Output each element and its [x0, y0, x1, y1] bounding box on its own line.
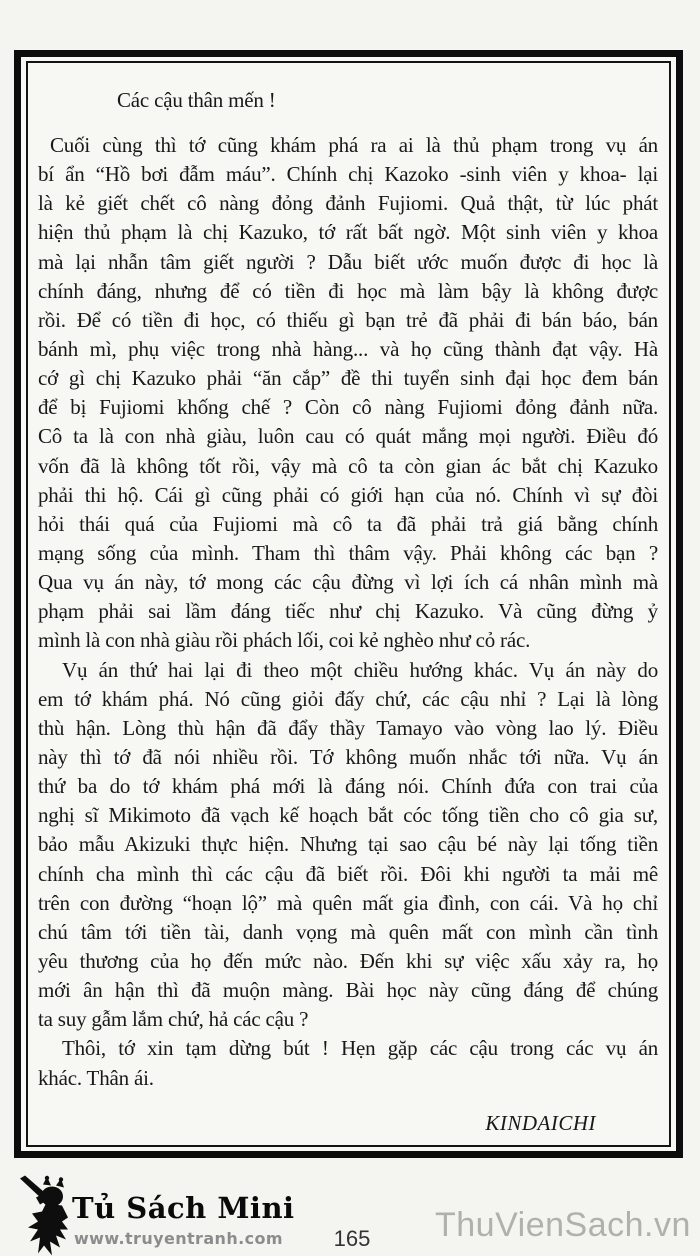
- letter-line: phải thi hộ. Cái gì cũng phải có giới hạn của nó. Chính vì sự đòi: [38, 482, 658, 507]
- letter-line: phạm phải sai lầm đáng tiếc như chị Kazuko. Và cũng đừng ỷ: [38, 599, 658, 624]
- letter-line: ta suy gẫm lắm chứ, hả các cậu ?: [38, 1007, 309, 1032]
- letter-line: hiện thủ phạm là chị Kazuko, tớ rất bất ngờ. Một sinh viên y khoa: [38, 220, 658, 245]
- letter-line: yêu thương của họ đến mức nào. Đến khi sự việc xấu xảy ra, họ: [38, 948, 658, 973]
- letter-paragraph: [38, 656, 658, 1035]
- letter-line: là kẻ giết chết cô nàng đỏng đảnh Fujiomi. Quả thật, từ lúc phát: [38, 191, 658, 216]
- letter-line: mạng sống của mình. Tham thì thâm vậy. Phải không các bạn ?: [38, 540, 658, 565]
- letter-line: em tớ khám phá. Nó cũng giỏi đấy chứ, các cậu nhỉ ? Lại là lòng: [38, 686, 658, 711]
- letter-line: này thì tớ đã nói nhiều rồi. Tớ không muốn nhắc tới nữa. Vụ án: [38, 744, 658, 769]
- letter-line: Thôi, tớ xin tạm dừng bút ! Hẹn gặp các cậu trong các vụ án: [62, 1036, 658, 1061]
- letter-line: thứ ba do tớ khám phá mới là đáng nói. Chính đứa con trai của: [38, 774, 658, 799]
- letter-line: hỏi thái quá của Fujiomi mà cô ta đã phải trả giá bằng chính: [38, 511, 658, 536]
- letter-paragraph: [38, 131, 658, 656]
- letter-line: chú tâm tới tiền tài, danh vọng mà quên mất con mình cần tình: [38, 919, 658, 944]
- watermark-thuviensach: ThuVienSach.vn: [435, 1206, 691, 1244]
- letter-salutation: Các cậu thân mến !: [117, 88, 276, 112]
- letter-line: Vụ án thứ hai lại đi theo một chiều hướng khác. Vụ án này do: [62, 657, 658, 682]
- letter-line: chính cha mình thì các cậu đã biết rồi. Đôi khi người ta mải mê: [38, 861, 658, 886]
- letter-line: vốn đã là không tốt rồi, vậy mà cô ta còn gian ác bắt chị Kazuko: [38, 453, 658, 478]
- mascot-silhouette-icon: [16, 1175, 76, 1256]
- letter-line: thù hận. Lòng thù hận đã đẩy thầy Tamayo vào vòng lao lý. Điều: [38, 715, 658, 740]
- letter-content: [38, 63, 658, 1145]
- letter-line: cớ gì chị Kazuko phải “ăn cắp” đề thi tuyển sinh đại học đem bán: [38, 366, 658, 391]
- publisher-brand: Tủ Sách Mini: [72, 1191, 295, 1225]
- letter-line: Cô ta là con nhà giàu, luôn cau có quát mắng mọi người. Điều đó: [38, 424, 658, 449]
- letter-line: mới ân hận thì đã muộn màng. Bài học này cũng đáng để chúng: [38, 978, 658, 1003]
- letter-line: khác. Thân ái.: [38, 1065, 154, 1090]
- letter-paragraph: [38, 1034, 658, 1092]
- letter-line: để bị Fujiomi khống chế ? Còn cô nàng Fujiomi đỏng đảnh nữa.: [38, 395, 658, 420]
- letter-line: mình là con nhà giàu rồi phách lối, coi kẻ nghèo như cỏ rác.: [38, 628, 531, 653]
- letter-line: trên con đường “hoạn lộ” mà quên mất gia đình, con cái. Và họ chỉ: [38, 890, 658, 915]
- letter-line: bí ẩn “Hồ bơi đẫm máu”. Chính chị Kazoko -sinh viên y khoa- lại: [38, 162, 658, 187]
- letter-line: bánh mì, phụ việc trong nhà hàng... và họ cũng thành đạt vậy. Hà: [38, 336, 658, 361]
- letter-line: nghị sĩ Mikimoto đã vạch kế hoạch bắt cóc tống tiền cho cô gia sư,: [38, 803, 658, 828]
- letter-line: Qua vụ án này, tớ mong các cậu đừng vì lợi ích cá nhân mình mà: [38, 570, 658, 595]
- letter-line: chính đáng, nhưng để có tiền đi học mà làm bậy là không được: [38, 278, 658, 303]
- publisher-url: www.truyentranh.com: [74, 1229, 283, 1248]
- letter-line: rồi. Để có tiền đi học, có thiếu gì bạn trẻ đã phải đi bán báo, bán: [38, 307, 658, 332]
- letter-signature: KINDAICHI: [485, 1110, 596, 1135]
- letter-line: mà lại nhẫn tâm giết người ? Dẫu biết ước muốn được đi học là: [38, 249, 658, 274]
- page-frame-inner-border: [26, 61, 671, 1147]
- page-number: 165: [333, 1226, 371, 1251]
- letter-line: bảo mẫu Akizuki thực hiện. Nhưng tại sao cậu bé này lại tống tiền: [38, 832, 658, 857]
- page-frame: [14, 50, 683, 1158]
- letter-body: [38, 131, 658, 1093]
- letter-line: Cuối cùng thì tớ cũng khám phá ra ai là thủ phạm trong vụ án: [50, 133, 658, 157]
